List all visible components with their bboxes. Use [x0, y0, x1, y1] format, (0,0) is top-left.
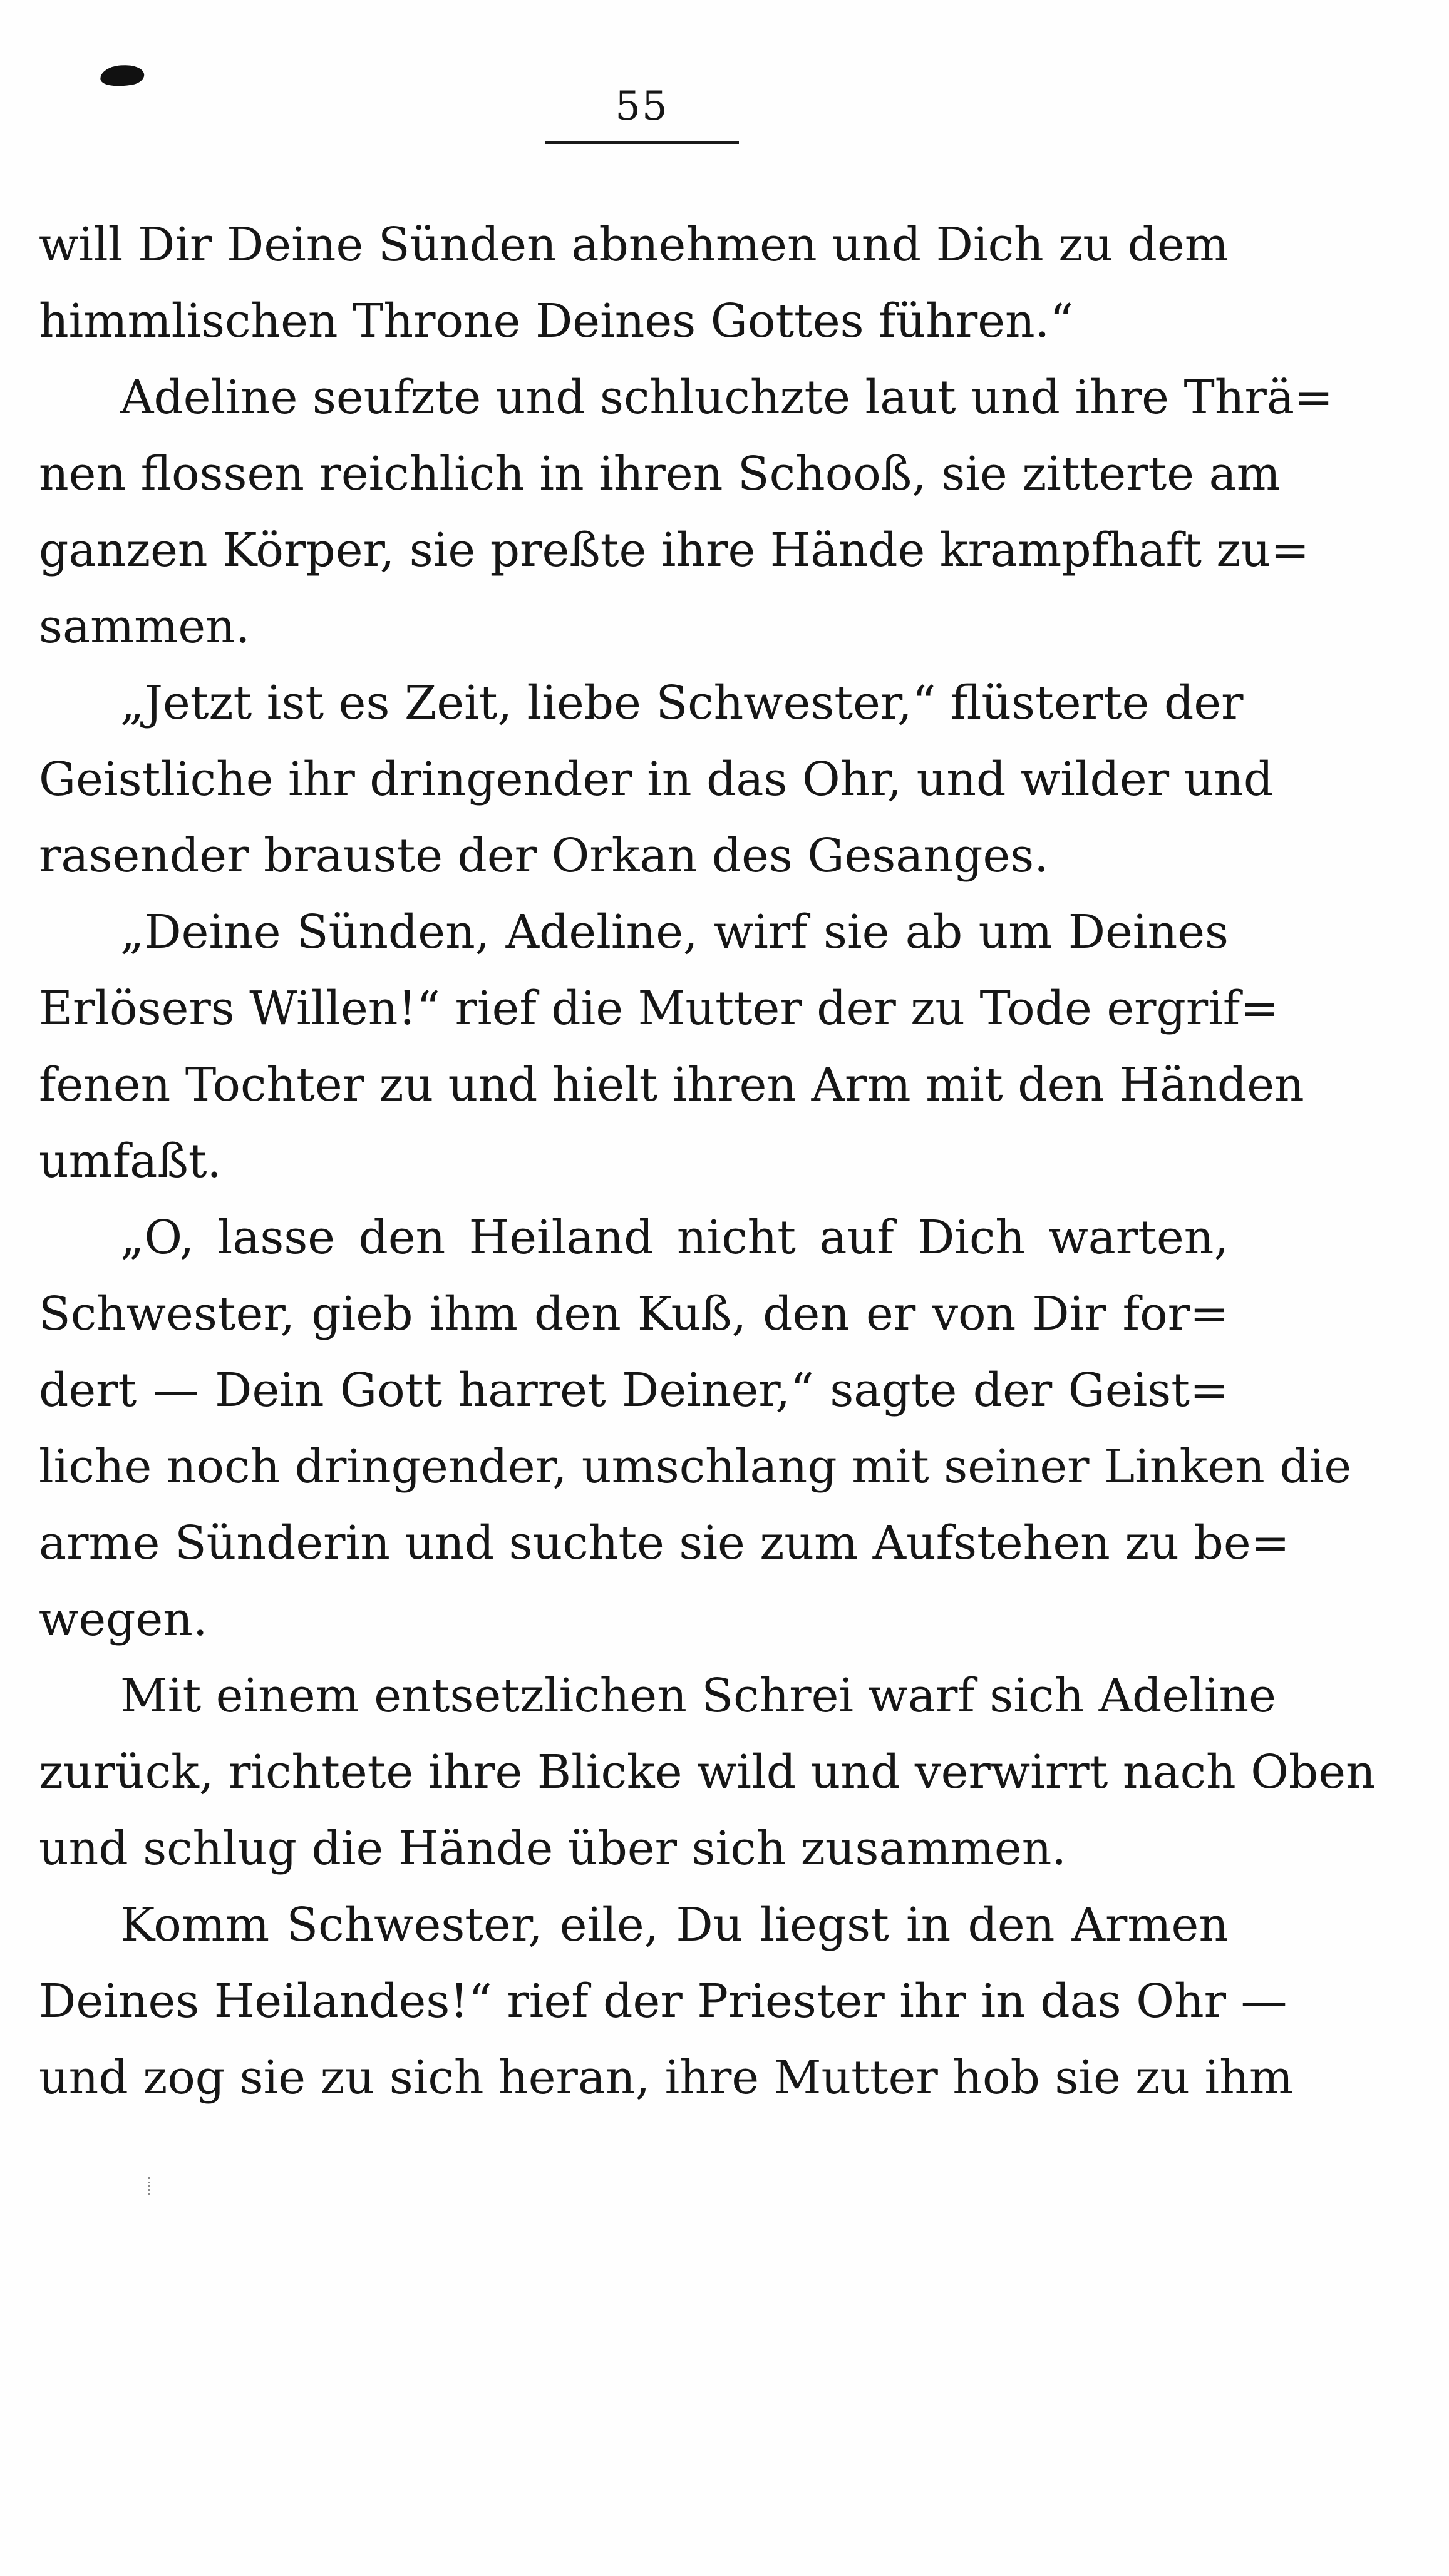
text-line: dert — Dein Gott harret Deiner,“ sagte der Geist=: [39, 1363, 1229, 1417]
text-line: „Deine Sünden, Adeline, wirf sie ab um Deines: [120, 905, 1229, 959]
text-line: himmlischen Throne Deines Gottes führen.“: [39, 294, 1074, 348]
text-line: wegen.: [39, 1593, 208, 1646]
text-line: „Jetzt ist es Zeit, liebe Schwester,“ flüsterte der: [120, 676, 1244, 730]
text-line: arme Sünderin und suchte sie zum Aufstehen zu be=: [39, 1516, 1290, 1570]
text-line: sammen.: [39, 600, 250, 654]
text-line: Geistliche ihr dringender in das Ohr, und wilder und: [39, 752, 1274, 806]
text-line: Adeline seufzte und schluchzte laut und ihre Thrä=: [120, 371, 1333, 424]
paper-speck: [148, 2177, 152, 2195]
text-line: und schlug die Hände über sich zusammen.: [39, 1822, 1066, 1876]
text-line: Erlösers Willen!“ rief die Mutter der zu Tode ergrif=: [39, 982, 1279, 1035]
page-header: [539, 81, 745, 144]
text-line: rasender brauste der Orkan des Gesanges.: [39, 829, 1049, 883]
text-line: Komm Schwester, eile, Du liegst in den Armen: [120, 1898, 1229, 1952]
header-rule: [545, 141, 739, 144]
text-line: Deines Heilandes!“ rief der Priester ihr in das Ohr —: [39, 1974, 1287, 2028]
text-line: fenen Tochter zu und hielt ihren Arm mit den Händen: [39, 1058, 1304, 1112]
text-line: zurück, richtete ihre Blicke wild und verwirrt nach Oben: [39, 1745, 1376, 1799]
text-line: umfaßt.: [39, 1134, 222, 1188]
ink-blot-mark: [99, 61, 146, 90]
text-line: und zog sie zu sich heran, ihre Mutter hob sie zu ihm: [39, 2051, 1294, 2105]
page-number: 55: [615, 83, 669, 130]
text-line: „O, lasse den Heiland nicht auf Dich warten,: [120, 1211, 1229, 1265]
body-text: [39, 207, 1376, 2116]
text-line: nen flossen reichlich in ihren Schooß, sie zitterte am: [39, 447, 1281, 501]
text-line: Schwester, gieb ihm den Kuß, den er von Dir for=: [39, 1287, 1229, 1341]
text-line: will Dir Deine Sünden abnehmen und Dich zu dem: [39, 218, 1229, 272]
text-line: liche noch dringender, umschlang mit seiner Linken die: [39, 1440, 1352, 1494]
text-line: ganzen Körper, sie preßte ihre Hände krampfhaft zu=: [39, 523, 1310, 577]
text-line: Mit einem entsetzlichen Schrei warf sich Adeline: [120, 1669, 1276, 1723]
